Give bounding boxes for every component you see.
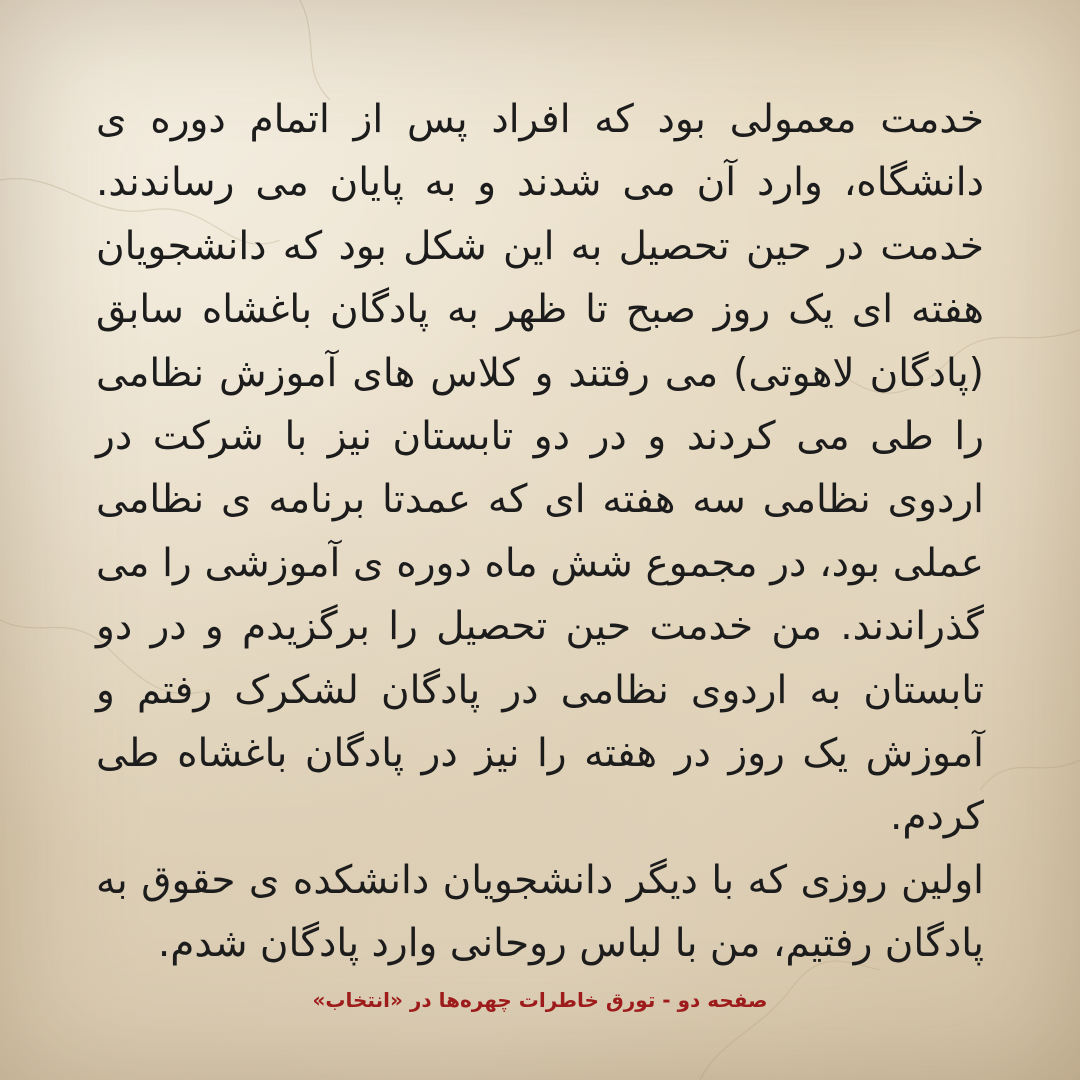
page-caption: صفحه دو - تورق خاطرات چهره‌ها در «انتخاب» xyxy=(312,988,768,1012)
paragraph-1: خدمت معمولی بود که افراد پس از اتمام دوره ی دانشگاه، وارد آن می شدند و به پایان می رساندند. خدمت در حین تحصیل به این شکل بود که دانشجویان هفته ای یک روز صبح تا ظهر به پادگان باغشاه سابق (پادگان لاهوتی) می رفتند و کلاس های آموزش نظامی را طی می کردند و در دو تابستان نیز با شرکت در اردوی نظامی سه هفته ای که عمدتا برنامه ی نظامی عملی بود، در مجموع شش ماه دوره ی آموزشی را می گذراندند. من خدمت حین تحصیل را برگزیدم و در دو تابستان به اردوی نظامی در پادگان لشکرک رفتم و آموزش یک روز در هفته را نیز در پادگان باغشاه طی کردم. xyxy=(96,97,984,840)
paragraph-2: اولین روزی که با دیگر دانشجویان دانشکده ی حقوق به پادگان رفتیم، من با لباس روحانی وارد پادگان شدم. xyxy=(96,857,984,967)
memoir-text xyxy=(96,88,984,976)
